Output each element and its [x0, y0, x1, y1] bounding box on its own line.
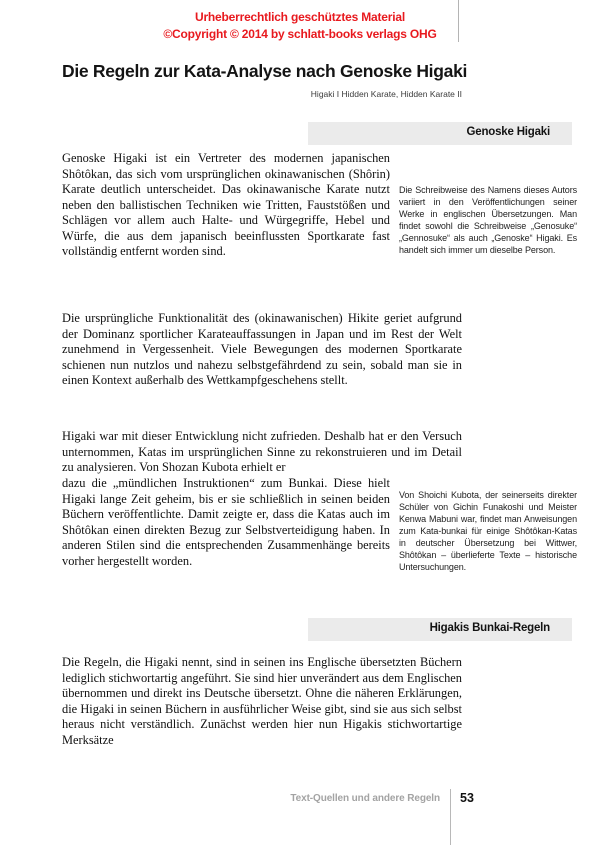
body-paragraph-2: Die ursprüngliche Funktionalität des (okinawanischen) Hikite geriet aufgrund der Dominanz sportlicher Karateauffassungen in Japan und im Rest der Welt zunehmend in Vergessenheit. Viele Bewegungen des modernen Sportkarate schienen nun nutzlos und nahezu selbstgefährdend zu sein, sobald man sie in einen Kontext außerhalb des Wettkampfgeschehens stellt.	[62, 311, 462, 387]
body-paragraph-1: Genoske Higaki ist ein Vertreter des modernen japanischen Shôtôkan, das sich vom ursprünglichen okinawanischen (Shôrin) Karate deutlich unterscheidet. Das okinawanische Karate nutzt neben den ballistischen Techniken wie Tritten, Fauststößen und Schlägen vor allem auch Halte- und Würgegriffe, Hebel und Würfe, die aus dem japanisch beeinflussten Sportkarate fast vollständig entfernt worden sind.	[62, 151, 390, 258]
section-header-higakis-bunkai-regeln: Higakis Bunkai-Regeln	[308, 618, 572, 641]
copyright-notice	[0, 9, 600, 42]
footer-divider	[450, 789, 451, 845]
body-paragraph-4: Die Regeln, die Higaki nennt, sind in seinen ins Englische übersetzten Büchern lediglich stichwortartig angeführt. Sie sind hier unverändert aus dem Englischen übernommen und direkt ins Deutsche übersetzt. Ohne die näheren Erklärungen, die Higaki in seinen Büchern in ausführlicher Weise gibt, sind sie aus sich selbst heraus nicht verständlich. Zunächst werden hier nun Higakis stichwortartige Merksätze	[62, 655, 462, 747]
margin-note-2: Von Shoichi Kubota, der seinerseits direkter Schüler von Gichin Funakoshi und Meister Kenwa Mabuni war, findet man Anweisungen zum Kata-bunkai für einige Shôtôkan-Katas in deutscher Übersetzung bei Wittwer, Shôtôkan – überlieferte Texte – historische Untersuchungen.	[399, 490, 577, 572]
page-subtitle: Higaki I Hidden Karate, Hidden Karate II	[310, 89, 462, 99]
copyright-line-1: Urheberrechtlich geschütztes Material	[194, 10, 405, 24]
margin-note-1: Die Schreibweise des Namens dieses Autors variiert in den Veröffentlichungen seiner Werke in englischen Übersetzungen. Man findet sowohl die Schreibweise „Genosuke“ „Gennosuke“ als auch „Genoske“ Higaki. Es handelt sich immer um dieselbe Person.	[399, 185, 577, 255]
body-paragraph-3-part-2: dazu die „mündlichen Instruktionen“ zum Bunkai. Diese hielt Higaki lange Zeit geheim, bis er sie schließlich in seinen beiden Büchern veröffentlichte. Damit zeigte er, dass die Katas auch im Shôtôkan einen direkten Bezug zur Selbstverteidigung haben. In anderen Stilen sind die entsprechenden Zusammenhänge bereits vorher hergestellt worden.	[62, 476, 390, 568]
page-edge-mark	[458, 0, 459, 42]
body-paragraph-3-part-1: Higaki war mit dieser Entwicklung nicht zufrieden. Deshalb hat er den Versuch unternommen, Katas im ursprünglichen Sinne zu rekonstruieren und im Detail zu analysieren. Von Shozan Kubota erhielt er	[62, 429, 462, 474]
page-title: Die Regeln zur Kata-Analyse nach Genoske Higaki	[62, 61, 468, 81]
copyright-line-2: ©Copyright © 2014 by schlatt-books verlags OHG	[163, 26, 437, 41]
section-header-genoske-higaki: Genoske Higaki	[308, 122, 572, 145]
footer-section-label: Text-Quellen und andere Regeln	[290, 793, 440, 804]
page-number: 53	[460, 791, 474, 805]
